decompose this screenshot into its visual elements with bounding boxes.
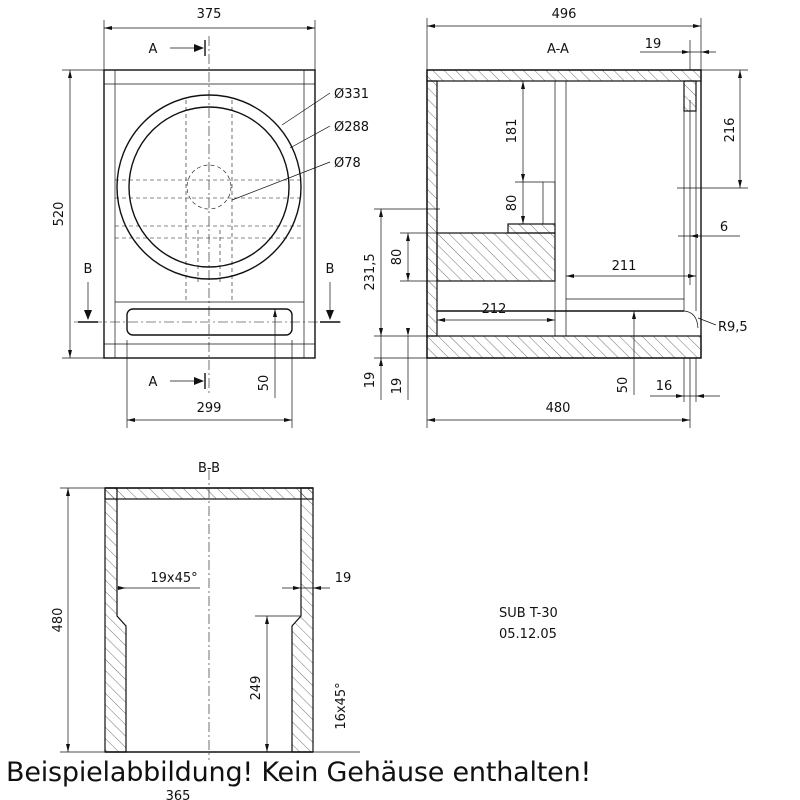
section-a-bottom: A [148,375,158,390]
dim-dia-331: Ø331 [334,87,370,102]
dim-bottom-bb: 365 [165,789,191,800]
dim-299: 299 [196,401,222,416]
dim-216: 216 [723,117,738,143]
aa-title: A-A [547,42,569,57]
model-name: SUB T-30 [499,606,558,621]
section-b-right: B [325,262,335,277]
dim-520: 520 [52,201,67,227]
dim-375: 375 [196,7,222,22]
dim-496: 496 [551,7,577,22]
dim-r9-5: R9,5 [718,320,748,335]
title-block [499,606,558,642]
front-outline [104,70,315,358]
dim-19-bottom-b: 19 [390,377,405,395]
dim-80-upper: 80 [505,194,520,212]
dim-dia-288: Ø288 [334,120,370,135]
dim-211: 211 [611,259,637,274]
dim-249: 249 [249,675,264,701]
dim-19-bottom-a: 19 [363,371,378,389]
dim-231-5: 231,5 [363,253,378,291]
dim-80-left: 80 [390,248,405,266]
dim-480-aa: 480 [545,401,571,416]
dim-16: 16 [655,379,673,394]
bb-title: B-B [197,461,221,476]
section-aa [363,7,748,428]
section-a-top: A [148,42,158,57]
dim-181: 181 [505,118,520,144]
dim-16x45: 16x45° [334,682,349,730]
dim-dia-78: Ø78 [334,156,361,171]
disclaimer-caption: Beispielabbildung! Kein Gehäuse enthalten! [6,757,592,788]
dim-212: 212 [481,302,507,317]
dim-50-port: 50 [257,374,272,392]
section-bb [51,461,360,800]
dim-480-bb: 480 [51,607,66,633]
front-view [52,7,369,428]
dim-19x45: 19x45° [150,571,198,586]
aa-outline [427,70,701,358]
dim-19-wall: 19 [334,571,352,586]
drawing-date: 05.12.05 [499,627,557,642]
dim-50-aa: 50 [616,376,631,394]
section-b-left: B [83,262,93,277]
dim-19-baffle: 19 [644,37,662,52]
dim-6: 6 [719,220,729,235]
